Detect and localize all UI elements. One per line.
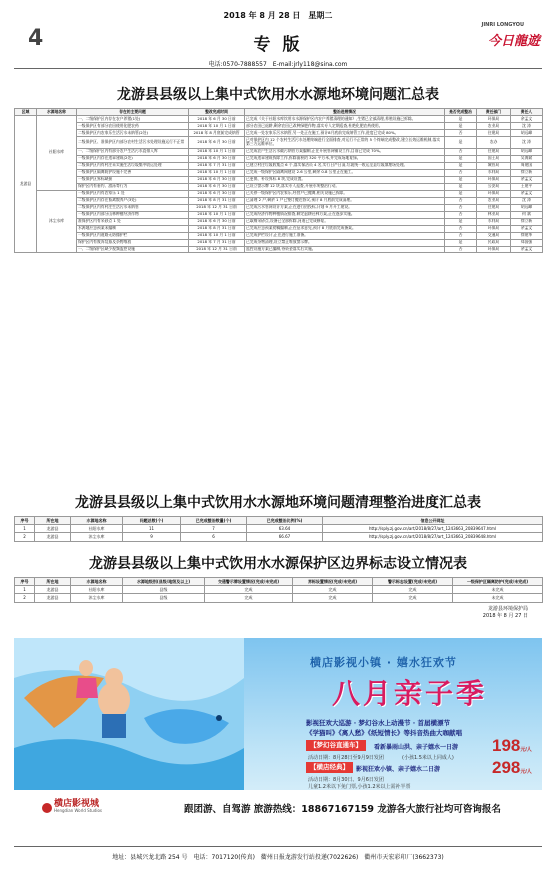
table-cell: 完成 xyxy=(205,594,293,602)
column-header: 所在地 xyxy=(35,517,71,525)
table-row xyxy=(15,525,543,533)
problem-cell: 一级保护区有部分农田使用化肥农药 xyxy=(77,122,189,129)
completed-cell: 是 xyxy=(445,176,477,183)
completed-cell: 是 xyxy=(445,115,477,122)
column-header: 水源地名称 xyxy=(71,517,123,525)
deadline-cell: 2018 年 6 月 30 日前 xyxy=(189,115,245,122)
progress-cell: 监控设施方案已编制,待资金落实后实施。 xyxy=(245,246,445,253)
person-cell: 胡远峰 xyxy=(511,129,543,136)
person-cell: 沈 涛 xyxy=(511,122,543,129)
table-row xyxy=(15,136,543,148)
completed-cell: 否 xyxy=(445,225,477,232)
table-cell: 未完成 xyxy=(453,594,543,602)
person-cell: 余孟文 xyxy=(511,176,543,183)
completed-cell: 是 xyxy=(445,136,477,148)
table-cell: 完成 xyxy=(293,594,373,602)
progress-cell: 已完成一级保护区隔离网建设 2.6 公里,剩余 0.8 公里正在施工。 xyxy=(245,169,445,176)
problem-cell: 一级保护区界标缺损 xyxy=(77,176,189,183)
ad-logo-name-en: Hengdian World Studios xyxy=(54,808,103,813)
table-row xyxy=(15,239,543,246)
progress-cell: 已完成《关于社阳水库饮用水水源保护区内农户养猪清理的通知》,生猪已全部清理,养殖设施已拆除。 xyxy=(245,115,445,122)
department-cell: 水利局 xyxy=(477,169,511,176)
person-cell: 沈 涛 xyxy=(511,197,543,204)
table-cell: 7 xyxy=(181,525,247,533)
source-name-cell: 社阳水库 xyxy=(37,115,77,190)
person-cell: 胡远峰 xyxy=(511,148,543,155)
completed-cell: 否 xyxy=(445,211,477,218)
ad-package1-desc: 看新暴雨山洪、亲子嬉水一日游 xyxy=(374,744,459,751)
problem-cell: 一、二级保护区内存在农户养猪(1处) xyxy=(77,115,189,122)
person-cell: 何 斌 xyxy=(511,211,543,218)
ad-package2-date: 活动日期：8月30日、9月6日发团 xyxy=(308,777,384,783)
problem-cell: 二级保护区内有村庄未实施生活垃圾集中收运处理 xyxy=(77,162,189,169)
column-header: 存在的主要问题 xyxy=(77,109,189,116)
person-cell: 余孟文 xyxy=(511,246,543,253)
ad-package1-price-unit: 元/人 xyxy=(520,747,532,753)
column-header: 已完成整治数量(个) xyxy=(181,517,247,525)
table-cell: 完成 xyxy=(373,586,453,594)
deadline-cell: 2018 年 7 月 31 日前 xyxy=(189,239,245,246)
department-cell: 住建局 xyxy=(477,204,511,211)
deadline-cell: 2018 年 10 月 1 日前 xyxy=(189,211,245,218)
table-cell: 沐尘水库 xyxy=(71,594,123,602)
table-row xyxy=(15,211,543,218)
table-row xyxy=(15,197,543,204)
table-cell: 2 xyxy=(15,594,35,602)
column-header: 一级保护区隔离防护(完成/未完成) xyxy=(453,578,543,586)
person-cell: 徐建华 xyxy=(511,232,543,239)
table2-title: 龙游县县级以上集中式饮用水水源地环境问题清理整治进度汇总表 xyxy=(75,495,481,511)
table-cell: 2 xyxy=(15,533,35,541)
ad-line2: 《学猫叫》《离人愁》《纸短情长》等抖音热曲大咖献唱 xyxy=(306,729,462,737)
table-row xyxy=(15,176,543,183)
column-header: 警示标志设置(完成/未完成) xyxy=(373,578,453,586)
department-cell: 环保局 xyxy=(477,115,511,122)
table3-title: 龙游县县级以上集中式饮用水水源保护区边界标志设立情况表 xyxy=(89,556,467,572)
person-cell: 徐立新 xyxy=(511,169,543,176)
person-cell: 王建平 xyxy=(511,183,543,190)
region-cell: 龙游县 xyxy=(15,115,37,253)
table-row xyxy=(15,246,543,253)
completed-cell: 否 xyxy=(445,129,477,136)
table-cell: 沐尘水库 xyxy=(71,533,123,541)
column-header: 序号 xyxy=(15,578,35,586)
table-row xyxy=(15,225,543,232)
table-cell: 龙游县 xyxy=(35,586,71,594)
progress-cell: 已完成应急预案初稿编制,正在征求意见,预计 8 月底前完成备案。 xyxy=(245,225,445,232)
completed-cell: 是 xyxy=(445,122,477,129)
ad-package2-desc: 影视狂欢小镇、亲子嬉水二日游 xyxy=(356,766,441,773)
person-cell: 胡远峰 xyxy=(511,204,543,211)
progress-cell: 已完成护栏设计,正在进行施工准备。 xyxy=(245,232,445,239)
person-cell: 沈 涛 xyxy=(511,136,543,148)
problem-cell: 保护区内有垂钓、游泳等行为 xyxy=(77,183,189,190)
problem-cell: 一级保护区内部分山林种植经济作物 xyxy=(77,211,189,218)
department-cell: 交通局 xyxy=(477,232,511,239)
completed-cell: 是 xyxy=(445,155,477,162)
ad-package2-price xyxy=(492,758,532,778)
table-row xyxy=(15,183,543,190)
department-cell: 农业局 xyxy=(477,122,511,129)
problem-cell: 二级保护区内有村庄生活污水未纳管 xyxy=(77,204,189,211)
masthead-logo: 今日龍遊 xyxy=(487,34,540,49)
ad-package1-note: (小孩1.5米以上同成人) xyxy=(402,755,454,761)
page-header xyxy=(0,0,556,72)
ad-hotline: 跟团游、自驾游 旅游热线：18867167159 龙游各大旅行社均可咨询报名 xyxy=(184,804,501,815)
column-header: 序号 xyxy=(15,517,35,525)
department-cell: 环保局 xyxy=(477,190,511,197)
problem-cell: 一级保护区内存在违章建筑(2处) xyxy=(77,155,189,162)
source-name-cell: 沐尘水库 xyxy=(37,190,77,253)
table-cell: 完成 xyxy=(293,586,373,594)
department-cell: 公安局 xyxy=(477,183,511,190)
signoff-org: 龙游县环境保护局 xyxy=(487,606,528,612)
column-header: 水源地级别(县级/地级及以上) xyxy=(123,578,205,586)
progress-cell: 已完成农户生活污水截污纳管方案编制,正在开展管网铺设工作,目前已完成 70%。 xyxy=(245,148,445,155)
ad-package2-note: 儿童1.2米以下免门票,小孩1.2米以上需补半票 xyxy=(308,784,411,790)
table1-title: 龙游县县级以上集中式饮用水水源地环境问题汇总表 xyxy=(117,87,439,103)
column-header: 水源地名称 xyxy=(71,578,123,586)
completed-cell: 是 xyxy=(445,190,477,197)
table-row xyxy=(15,232,543,239)
table-cell: http://sply.zj.gov.cn/art/2018/8/27/art_1243663_20839648.html xyxy=(323,533,543,541)
person-cell: 余孟文 xyxy=(511,225,543,232)
completed-cell: 否 xyxy=(445,169,477,176)
person-cell: 周建国 xyxy=(511,162,543,169)
column-header: 整改完成时间 xyxy=(189,109,245,116)
progress-cell: 已更换、补设界标 8 块,完成设置。 xyxy=(245,176,445,183)
deadline-cell: 2018 年 7 月 31 日前 xyxy=(189,162,245,169)
deadline-cell: 2018 年 10 月 1 日前 xyxy=(189,148,245,155)
department-cell: 环保局 xyxy=(477,225,511,232)
column-header: 是否完成整治 xyxy=(445,109,477,116)
table-cell: 龙游县 xyxy=(35,594,71,602)
table-header-row xyxy=(15,517,543,525)
masthead-logo-en: JINRI LONGYOU xyxy=(481,22,524,28)
table-row xyxy=(15,586,543,594)
problem-cell: 水源地应急预案未编制 xyxy=(77,225,189,232)
completed-cell: 否 xyxy=(445,197,477,204)
table-cell: 县级 xyxy=(123,594,205,602)
table-row xyxy=(15,169,543,176)
table-row xyxy=(15,204,543,211)
problem-cell: 保护区内有废弃坟墓及杂物堆放 xyxy=(77,239,189,246)
department-cell: 城管局 xyxy=(477,162,511,169)
table-row xyxy=(15,218,543,225)
signoff xyxy=(483,606,528,620)
column-header: 所在地 xyxy=(35,578,71,586)
table-cell: 6 xyxy=(181,533,247,541)
contact-line: 电话:0570-7888557 E-mail:jrly118@sina.com xyxy=(208,61,348,68)
problem-cell: 一级保护区内有农家乐 1 处 xyxy=(77,190,189,197)
deadline-cell: 2018 年 10 月 1 日前 xyxy=(189,122,245,129)
completed-cell: 是 xyxy=(445,162,477,169)
boundary-sign-table xyxy=(14,577,543,603)
progress-cell: 已设立警示牌 12 块,落实专人巡查,开展专项整治行动。 xyxy=(245,183,445,190)
signoff-date: 2018 年 8 月 27 日 xyxy=(482,613,528,619)
progress-cell: 已建立村庄垃圾收集点 6 个,落实保洁员 4 名,实行日产日清,垃圾统一收运至县垃圾填埋场处理。 xyxy=(245,162,445,169)
column-header: 信息公开网址 xyxy=(323,517,543,525)
problem-cell: 一级保护区内道路无防撞护栏 xyxy=(77,232,189,239)
problem-cell: 二级保护区内农家乐生活污水未纳管(2处) xyxy=(77,129,189,136)
table-row xyxy=(15,162,543,169)
deadline-cell: 2018 年 6 月 30 日前 xyxy=(189,190,245,197)
deadline-cell: 2018 年 8 月 31 日前 xyxy=(189,225,245,232)
progress-cell: 已完成违章建筑拆除工作,拆除面积约 320 平方米,并完成场地复绿。 xyxy=(245,155,445,162)
issues-summary-table xyxy=(14,108,543,253)
deadline-cell: 2018 年 6 月 30 日前 xyxy=(189,176,245,183)
deadline-cell: 2018 年 12 月 31 日前 xyxy=(189,246,245,253)
problem-cell: 准保护区内有采砂点 1 处 xyxy=(77,218,189,225)
ad-line1: 影视狂欢大巡游 · 梦幻谷水上动漫节 · 首届横漂节 xyxy=(306,719,450,727)
column-header: 责任部门 xyxy=(477,109,511,116)
ad-package2-price-unit: 元/人 xyxy=(520,769,532,775)
table-row xyxy=(15,190,543,197)
ad-package1-date: 活动日期：8月28日至9月9日发团 xyxy=(308,755,384,761)
deadline-cell: 2018 年 8 月底前完成纳管 xyxy=(189,129,245,136)
ad-logo-name: 横店影视城 xyxy=(54,799,100,809)
deadline-cell: 2018 年 6 月 30 日前 xyxy=(189,218,245,225)
table-cell: 龙游县 xyxy=(35,533,71,541)
completed-cell: 是 xyxy=(445,183,477,190)
deadline-cell: 2018 年 6 月 30 日前 xyxy=(189,155,245,162)
column-header: 水源地名称 xyxy=(37,109,77,116)
progress-cell: 已清理 2 户,剩余 1 户已签订搬迁协议,预计 8 月底前完成清理。 xyxy=(245,197,445,204)
problem-cell: 一、二级保护区内有部分农户生活污水直排入库 xyxy=(77,148,189,155)
table-row xyxy=(15,122,543,129)
advertisement xyxy=(14,638,542,826)
progress-cell: 已对保护区内 12 个农村生活污水处理终端进行全面排查,对运行不正常的 5 个终端完成整改,建立长效运维机制,落实第三方运维单位。 xyxy=(245,136,445,148)
person-cell: 吴海斌 xyxy=(511,155,543,162)
footer-rule xyxy=(14,846,542,847)
department-cell: 住建局 xyxy=(477,148,511,155)
completed-cell: 是 xyxy=(445,239,477,246)
table-header-row xyxy=(15,578,543,586)
ad-package2-price-value: 298 xyxy=(492,758,521,777)
deadline-cell: 2018 年 12 月 31 日前 xyxy=(189,204,245,211)
ad-package1-tag: 【梦幻谷直通车】 xyxy=(306,740,366,751)
section-title: 专 版 xyxy=(253,35,303,55)
department-cell: 水利局 xyxy=(477,218,511,225)
completed-cell: 否 xyxy=(445,148,477,155)
department-cell: 住建局 xyxy=(477,129,511,136)
department-cell: 林业局 xyxy=(477,211,511,218)
ad-package1-price xyxy=(492,736,532,756)
completed-cell: 是 xyxy=(445,218,477,225)
column-header: 责任人 xyxy=(511,109,543,116)
table-row xyxy=(15,155,543,162)
ad-package1-price-value: 198 xyxy=(492,736,521,755)
problem-cell: 一级保护区隔离防护设施不完善 xyxy=(77,169,189,176)
problem-cell: 一、二级保护区缺少视频监控设施 xyxy=(77,246,189,253)
table-cell: 社阳水库 xyxy=(71,525,123,533)
table-row xyxy=(15,129,543,136)
progress-cell: 已完成杂物清理,设立禁止堆放警示牌。 xyxy=(245,239,445,246)
completed-cell: 否 xyxy=(445,246,477,253)
problem-cell: 二级保护区内存在畜禽散养户(3处) xyxy=(77,197,189,204)
deadline-cell: 2018 年 6 月 30 日前 xyxy=(189,136,245,148)
column-header: 界标设置情况(完成/未完成) xyxy=(293,578,373,586)
person-cell: 余孟文 xyxy=(511,190,543,197)
table-row xyxy=(15,533,543,541)
person-cell: 徐立新 xyxy=(511,218,543,225)
table-row xyxy=(15,148,543,155)
department-cell: 农办 xyxy=(477,136,511,148)
column-header: 整治进展情况 xyxy=(245,109,445,116)
column-header: 交通警示牌设置情况(完成/未完成) xyxy=(205,578,293,586)
table-cell: 63.64 xyxy=(247,525,323,533)
table-cell: 社阳水库 xyxy=(71,586,123,594)
table-cell: 完成 xyxy=(205,586,293,594)
deadline-cell: 2018 年 10 月 1 日前 xyxy=(189,169,245,176)
ad-headline: 八月亲子季 xyxy=(332,677,488,710)
column-header: 区域 xyxy=(15,109,37,116)
table-row xyxy=(15,115,543,122)
department-cell: 环保局 xyxy=(477,246,511,253)
table-cell: http://sply.zj.gov.cn/art/2018/8/27/art_1243663_20839647.html xyxy=(323,525,543,533)
table-cell: 1 xyxy=(15,525,35,533)
table-cell: 66.67 xyxy=(247,533,323,541)
waterpark-photo xyxy=(14,638,244,790)
page-number: 4 xyxy=(28,26,44,51)
progress-cell: 已完成经济作物种植情况排查,制定退耕还林方案,正在逐步实施。 xyxy=(245,211,445,218)
progress-cell: 已完成一处农家乐污水纳管,另一处正在施工,预计8月底前完成纳管工作,进度已完成 80%。 xyxy=(245,129,445,136)
deadline-cell: 2018 年 6 月 30 日前 xyxy=(189,183,245,190)
progress-cell: 已取缔采砂点,设备已全部拆除,河道已完成修复。 xyxy=(245,218,445,225)
header-rule xyxy=(14,68,542,69)
progress-cell: 部分农田已退耕,剩余农田已改种绿肥作物,落实专人定期巡查,杜绝化肥农药使用。 xyxy=(245,122,445,129)
table-cell: 9 xyxy=(123,533,181,541)
table-header-row xyxy=(15,109,543,116)
progress-table xyxy=(14,516,543,542)
department-cell: 农业局 xyxy=(477,197,511,204)
table-cell: 未完成 xyxy=(453,586,543,594)
issue-date: 2018 年 8 月 28 日 星期二 xyxy=(223,11,333,20)
progress-cell: 已关停一级保护区内农家乐,经营户已搬离,相关设施已拆除。 xyxy=(245,190,445,197)
table-cell: 完成 xyxy=(373,594,453,602)
completed-cell: 否 xyxy=(445,232,477,239)
table-cell: 11 xyxy=(123,525,181,533)
deadline-cell: 2018 年 8 月 31 日前 xyxy=(189,197,245,204)
page-footer: 地址：县城兴龙北路 254 号 电话：7017120(传真) 衢州日报龙游发行站投递(7022626) 衢州市天宏彩印厂(3662373) xyxy=(112,854,444,861)
person-cell: 余孟文 xyxy=(511,115,543,122)
ad-bottom-bar xyxy=(14,790,542,826)
table-cell: 县级 xyxy=(123,586,205,594)
column-header: 已完成整治比例(%) xyxy=(247,517,323,525)
department-cell: 环保局 xyxy=(477,176,511,183)
department-cell: 国土局 xyxy=(477,155,511,162)
completed-cell: 否 xyxy=(445,204,477,211)
person-cell: 郑国强 xyxy=(511,239,543,246)
department-cell: 民政局 xyxy=(477,239,511,246)
progress-cell: 已完成污水管网设计方案,正在进行招投标,计划 9 月开工建设。 xyxy=(245,204,445,211)
table-row xyxy=(15,594,543,602)
column-header: 问题总数(个) xyxy=(123,517,181,525)
problem-cell: 二级保护区、准保护区内部分农村生活污水处理设施运行不正常 xyxy=(77,136,189,148)
table-cell: 龙游县 xyxy=(35,525,71,533)
ad-package2-tag: 【横店经典】 xyxy=(306,762,353,773)
table-cell: 1 xyxy=(15,586,35,594)
deadline-cell: 2018 年 10 月 1 日前 xyxy=(189,232,245,239)
ad-event-title: 横店影视小镇 · 嬉水狂欢节 xyxy=(310,656,457,669)
